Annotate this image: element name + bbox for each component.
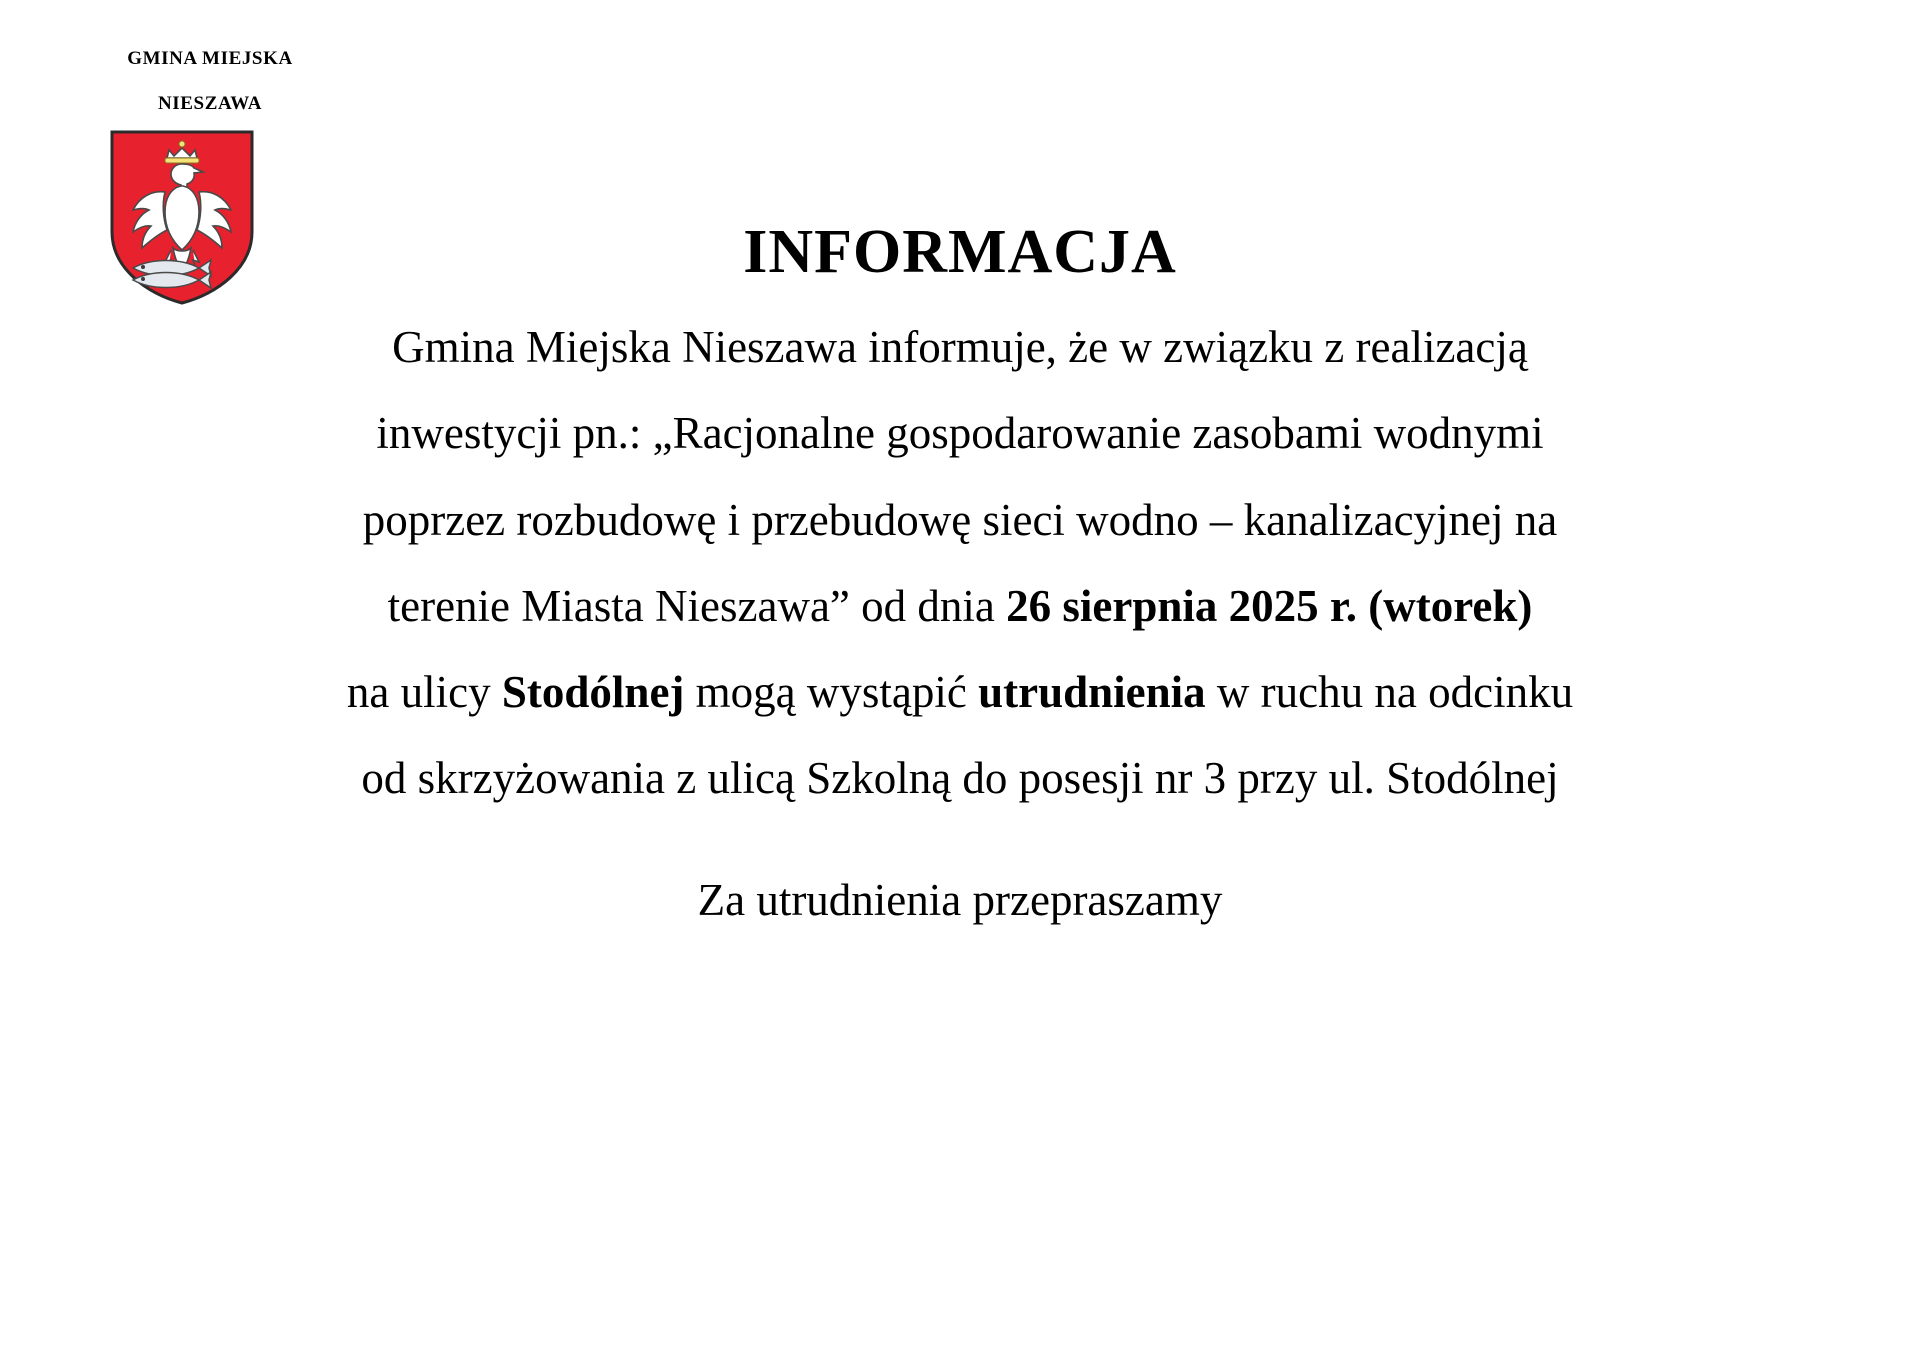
notice-problem-bold: utrudnienia	[978, 666, 1206, 717]
notice-line-4	[160, 566, 1760, 646]
notice-line-4-text: terenie Miasta Nieszawa” od dnia	[387, 580, 1007, 631]
notice-line-5-mid: mogą wystąpić	[684, 666, 979, 717]
notice-line-1: Gmina Miejska Nieszawa informuje, że w związku z realizacją	[392, 322, 1528, 373]
page-title: INFORMACJA	[743, 218, 1177, 286]
notice-line-5-prefix: na ulicy	[346, 666, 502, 717]
notice-street-bold: Stodólnej	[501, 666, 685, 717]
notice-line-2: inwestycji pn.: „Racjonalne gospodarowanie zasobami wodnymi	[376, 408, 1544, 459]
notice-document	[160, 215, 1760, 946]
municipality-name-line-1: GMINA MIEJSKA	[127, 48, 293, 69]
notice-line-5-end: w ruchu na odcinku	[1205, 666, 1574, 717]
notice-date-bold: 26 sierpnia 2025 r. (wtorek)	[1006, 580, 1533, 631]
notice-line-3: poprzez rozbudowę i przebudowę sieci wodno – kanalizacyjnej na	[362, 494, 1558, 545]
notice-line-6: od skrzyżowania z ulicą Szkolną do posesji nr 3 przy ul. Stodólnej	[361, 752, 1559, 803]
notice-body	[160, 307, 1760, 940]
notice-closing: Za utrudnienia przepraszamy	[697, 874, 1223, 925]
notice-line-5	[160, 652, 1760, 732]
municipality-name-line-2: NIESZAWA	[157, 92, 263, 114]
